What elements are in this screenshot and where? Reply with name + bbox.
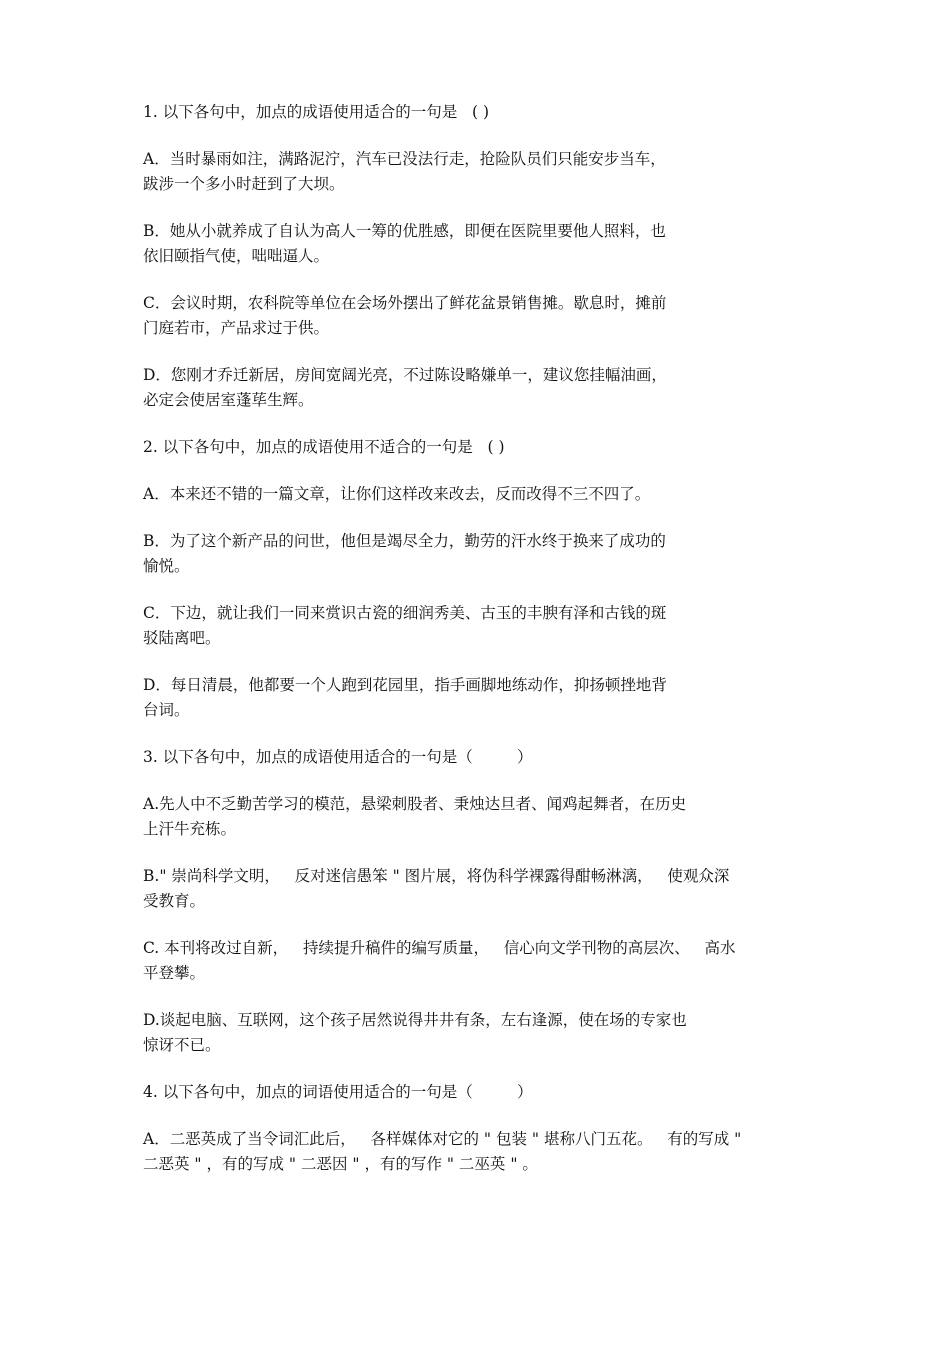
question-2-option-c: C．下边，就让我们一同来赏识古瓷的细润秀美、古玉的丰腴有泽和古钱的斑 驳陆离吧。 bbox=[143, 604, 667, 647]
question-3-option-d: D.谈起电脑、互联网，这个孩子居然说得井井有条，左右逢源，使在场的专家也 惊讶不已。 bbox=[143, 1011, 687, 1054]
question-3-stem: 3. 以下各句中，加点的成语使用适合的一句是（ ） bbox=[143, 748, 533, 766]
document-page bbox=[143, 100, 813, 1177]
question-2-option-a: A．本来还不错的一篇文章，让你们这样改来改去，反而改得不三不四了。 bbox=[143, 485, 651, 503]
question-3-option-c: C. 本刊将改过自新， 持续提升稿件的编写质量， 信心向文学刊物的高层次、 高水 平登攀。 bbox=[143, 939, 736, 982]
question-1-option-c: C．会议时期，农科院等单位在会场外摆出了鲜花盆景销售摊。歇息时，摊前 门庭若市，产品求过于供。 bbox=[143, 294, 667, 337]
question-1-stem: 1. 以下各句中，加点的成语使用适合的一句是 ( ) bbox=[143, 103, 490, 121]
question-1-option-d: D．您刚才乔迁新居，房间宽阔光亮，不过陈设略嫌单一，建议您挂幅油画， 必定会使居室蓬荜生辉。 bbox=[143, 366, 667, 409]
question-1-option-a: A．当时暴雨如注，满路泥泞，汽车已没法行走，抢险队员们只能安步当车， 跋涉一个多小时赶到了大坝。 bbox=[143, 150, 666, 193]
question-3-option-a: A.先人中不乏勤苦学习的模范，悬梁刺股者、秉烛达旦者、闻鸡起舞者，在历史 上汗牛充栋。 bbox=[143, 795, 687, 838]
question-4-option-a: A．二恶英成了当令词汇此后， 各样媒体对它的 " 包装 " 堪称八门五花。 有的写成 " 二恶英 " ，有的写成 " 二恶因 " ，有的写作 " 二巫英 " 。 bbox=[143, 1130, 742, 1173]
question-2-stem: 2. 以下各句中，加点的成语使用不适合的一句是 ( ) bbox=[143, 438, 505, 456]
question-2-option-d: D．每日清晨，他都要一个人跑到花园里，指手画脚地练动作，抑扬顿挫地背 台词。 bbox=[143, 676, 667, 719]
question-1-option-b: B．她从小就养成了自认为高人一筹的优胜感，即便在医院里要他人照料，也 依旧颐指气使，咄咄逼人。 bbox=[143, 222, 666, 265]
question-2-option-b: B．为了这个新产品的问世，他但是竭尽全力，勤劳的汗水终于换来了成功的 愉悦。 bbox=[143, 532, 666, 575]
question-3-option-b: B." 崇尚科学文明， 反对迷信愚笨 " 图片展，将伪科学裸露得酣畅淋漓， 使观众深 受教育。 bbox=[143, 867, 730, 910]
question-4-stem: 4. 以下各句中，加点的词语使用适合的一句是（ ） bbox=[143, 1083, 533, 1101]
